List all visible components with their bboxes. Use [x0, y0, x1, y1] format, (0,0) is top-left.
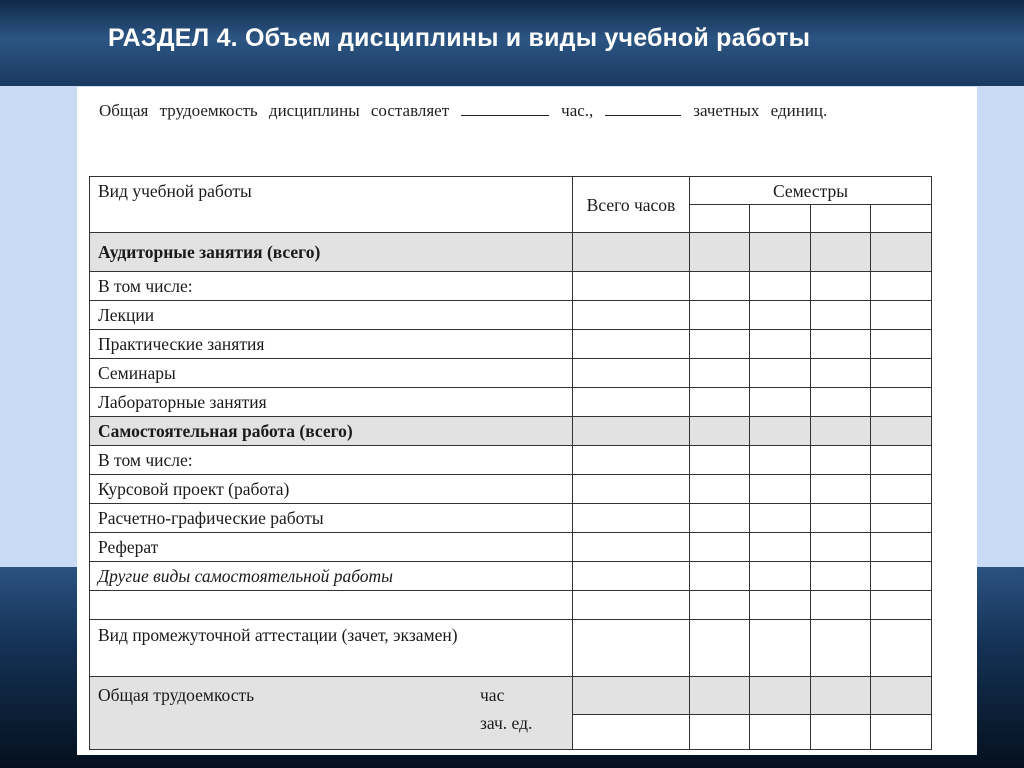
- slide-title: РАЗДЕЛ 4. Объем дисциплины и виды учебной работы: [108, 24, 811, 52]
- semester-cell: [811, 533, 871, 562]
- semester-cell: [750, 301, 811, 330]
- total-hours-cell: [573, 359, 690, 388]
- semester-cell: [811, 330, 871, 359]
- intro-text-before: Общая трудоемкость дисциплины составляет: [99, 101, 450, 120]
- table-row: [90, 388, 932, 417]
- total-hours-cell: [573, 533, 690, 562]
- semester-cell: [811, 205, 871, 233]
- intro-text-end: зачетных единиц.: [693, 101, 828, 120]
- table-row: [90, 233, 932, 272]
- semester-cell: [750, 205, 811, 233]
- semester-cell: [690, 504, 750, 533]
- row-label: Самостоятельная работа (всего): [90, 417, 573, 446]
- table-row: [90, 301, 932, 330]
- semester-cell: [871, 205, 932, 233]
- row-label: Реферат: [90, 533, 573, 562]
- hours-blank: [461, 115, 549, 116]
- semester-cell: [690, 233, 750, 272]
- semester-cell: [690, 301, 750, 330]
- semester-cell: [811, 388, 871, 417]
- semester-cell: [871, 417, 932, 446]
- document-page: [77, 87, 977, 755]
- total-hours-cell: [573, 475, 690, 504]
- semester-cell: [750, 233, 811, 272]
- row-label: Другие виды самостоятельной работы: [90, 562, 573, 591]
- total-unit-hours: час: [480, 685, 505, 705]
- total-hours-cell: [573, 330, 690, 359]
- total-label-cell: [90, 677, 573, 750]
- total-hours-cell: [573, 591, 690, 620]
- semester-cell: [690, 330, 750, 359]
- semester-cell: [690, 620, 750, 677]
- semester-cell: [690, 677, 750, 715]
- semester-cell: [750, 272, 811, 301]
- semester-cell: [750, 562, 811, 591]
- semester-cell: [871, 562, 932, 591]
- semester-cell: [871, 446, 932, 475]
- semester-cell: [811, 272, 871, 301]
- total-credits-cell: [573, 714, 690, 750]
- semester-cell: [690, 388, 750, 417]
- total-hours-cell: [573, 562, 690, 591]
- table-row: [90, 591, 932, 620]
- workload-table-body: [90, 177, 932, 750]
- intro-text-middle: час.,: [561, 101, 594, 120]
- row-label: Вид промежуточной аттестации (зачет, экзамен): [90, 620, 573, 677]
- semester-cell: [750, 330, 811, 359]
- row-label: Курсовой проект (работа): [90, 475, 573, 504]
- row-label: В том числе:: [90, 446, 573, 475]
- header-work-type: Вид учебной работы: [90, 177, 573, 233]
- row-label: [90, 591, 573, 620]
- semester-cell: [750, 446, 811, 475]
- semester-cell: [690, 562, 750, 591]
- semester-cell: [690, 446, 750, 475]
- semester-cell: [811, 446, 871, 475]
- semester-cell: [871, 233, 932, 272]
- credits-blank: [605, 115, 681, 116]
- table-row: [90, 562, 932, 591]
- header-total-hours: Всего часов: [573, 177, 690, 233]
- table-row: [90, 330, 932, 359]
- semester-cell: [690, 591, 750, 620]
- table-row: [90, 620, 932, 677]
- semester-cell: [811, 301, 871, 330]
- semester-cell: [811, 677, 871, 715]
- intro-paragraph: [99, 97, 973, 125]
- header-semesters: Семестры: [690, 177, 932, 205]
- semester-cell: [811, 233, 871, 272]
- semester-cell: [811, 591, 871, 620]
- total-hours-cell: [573, 272, 690, 301]
- row-label: В том числе:: [90, 272, 573, 301]
- semester-cell: [750, 714, 811, 750]
- semester-cell: [811, 417, 871, 446]
- semester-cell: [750, 388, 811, 417]
- semester-cell: [811, 620, 871, 677]
- total-hours-cell: [573, 446, 690, 475]
- semester-cell: [871, 677, 932, 715]
- total-hours-cell: [573, 417, 690, 446]
- table-row: [90, 533, 932, 562]
- total-hours-cell: [573, 233, 690, 272]
- semester-cell: [690, 417, 750, 446]
- semester-cell: [811, 504, 871, 533]
- total-hours-cell: [573, 301, 690, 330]
- row-label: Лекции: [90, 301, 573, 330]
- total-hours-cell: [573, 677, 690, 715]
- semester-cell: [871, 330, 932, 359]
- semester-cell: [811, 359, 871, 388]
- semester-cell: [690, 475, 750, 504]
- row-label: Лабораторные занятия: [90, 388, 573, 417]
- semester-cell: [871, 301, 932, 330]
- total-hours-cell: [573, 620, 690, 677]
- semester-cell: [871, 504, 932, 533]
- semester-cell: [690, 205, 750, 233]
- total-unit-credits: зач. ед.: [480, 713, 533, 733]
- semester-cell: [871, 388, 932, 417]
- semester-cell: [750, 504, 811, 533]
- table-row: [90, 475, 932, 504]
- semester-cell: [871, 620, 932, 677]
- semester-cell: [750, 359, 811, 388]
- table-row: [90, 272, 932, 301]
- semester-cell: [871, 272, 932, 301]
- total-hours-cell: [573, 504, 690, 533]
- workload-table: [89, 176, 932, 750]
- table-row: [90, 359, 932, 388]
- semester-cell: [690, 272, 750, 301]
- semester-cell: [811, 714, 871, 750]
- table-row: [90, 504, 932, 533]
- total-row-hours: [90, 677, 932, 715]
- row-label: Аудиторные занятия (всего): [90, 233, 573, 272]
- semester-cell: [871, 714, 932, 750]
- semester-cell: [871, 591, 932, 620]
- semester-cell: [750, 475, 811, 504]
- row-label: Семинары: [90, 359, 573, 388]
- header-row-1: [90, 177, 932, 205]
- semester-cell: [750, 677, 811, 715]
- semester-cell: [750, 591, 811, 620]
- semester-cell: [690, 714, 750, 750]
- semester-cell: [871, 533, 932, 562]
- semester-cell: [690, 533, 750, 562]
- semester-cell: [750, 417, 811, 446]
- semester-cell: [750, 620, 811, 677]
- total-hours-cell: [573, 388, 690, 417]
- semester-cell: [871, 475, 932, 504]
- table-row: [90, 417, 932, 446]
- row-label: Практические занятия: [90, 330, 573, 359]
- semester-cell: [750, 533, 811, 562]
- row-label: Расчетно-графические работы: [90, 504, 573, 533]
- semester-cell: [811, 562, 871, 591]
- table-row: [90, 446, 932, 475]
- semester-cell: [690, 359, 750, 388]
- semester-cell: [871, 359, 932, 388]
- semester-cell: [811, 475, 871, 504]
- total-label: Общая трудоемкость: [98, 685, 255, 705]
